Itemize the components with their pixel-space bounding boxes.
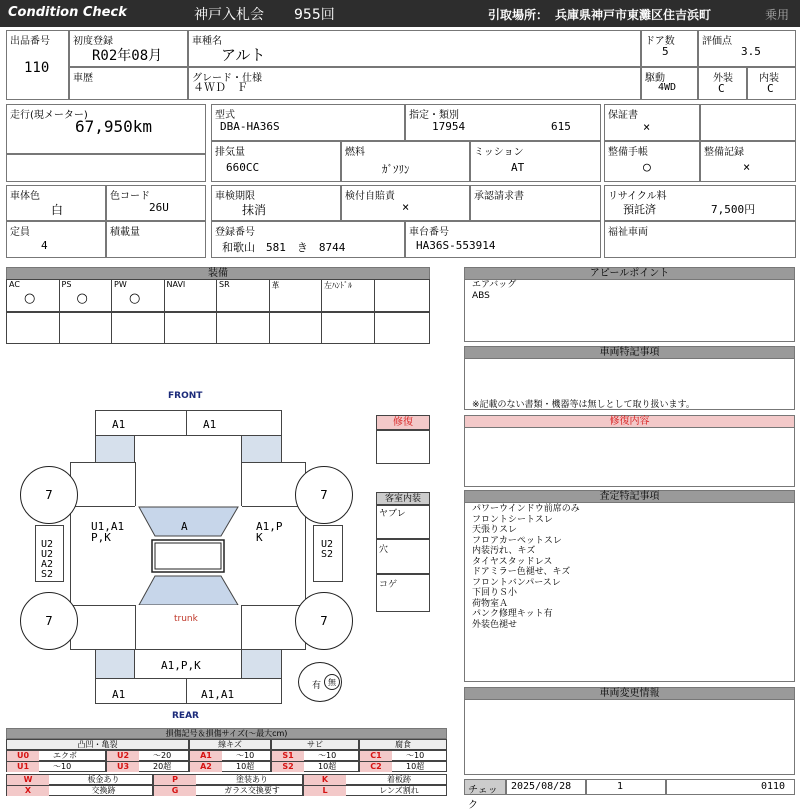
- model-value: DBA-HA36S: [220, 120, 280, 133]
- rear-light-left[interactable]: [95, 649, 135, 679]
- legend-cell: [303, 785, 447, 796]
- legend-code: G: [154, 786, 196, 796]
- tire-front-right[interactable]: [295, 466, 353, 524]
- score-cell: [698, 30, 796, 67]
- lot-value: 110: [24, 60, 50, 76]
- car-name-label: 車種名: [192, 36, 222, 47]
- cabin-item-1: [376, 505, 430, 539]
- mark-side-left: U2 U2 A2 S2: [41, 539, 54, 580]
- legend-cell: [359, 750, 447, 761]
- drive-label: 駆動: [645, 73, 665, 84]
- mark-rear-right: A1,A1: [201, 688, 235, 701]
- legend-text: ガラス交換要す: [224, 786, 280, 795]
- appeal-line-2: ABS: [472, 291, 490, 301]
- equipment-blank: [164, 312, 218, 344]
- legend-code: P: [154, 775, 196, 785]
- reg-no-value: 和歌山 581 き 8744: [222, 241, 346, 254]
- legend-cell: [6, 785, 153, 796]
- welfare-label: 福祉車両: [608, 227, 648, 238]
- equipment-label: NAVI: [166, 280, 186, 289]
- front-light-left[interactable]: [95, 435, 135, 463]
- equipment-mark: ○: [24, 291, 36, 306]
- legend-cell: [6, 761, 106, 772]
- lot-cell: [6, 30, 69, 100]
- legend-text: 着板跡: [387, 775, 411, 784]
- insurance-label: 検付自賠責: [345, 191, 395, 202]
- exterior-value: C: [718, 82, 725, 95]
- equipment-item-sr: [216, 279, 270, 312]
- displacement-cell: [211, 141, 341, 182]
- fuel-label: 燃料: [345, 147, 365, 158]
- legend-code: A1: [190, 751, 222, 761]
- legend-text: 〜10: [53, 762, 72, 771]
- designation-label: 指定・類別: [409, 110, 459, 121]
- side-panel-left[interactable]: [35, 525, 64, 582]
- equipment-label: 革: [271, 281, 280, 290]
- repair-detail-box: [464, 427, 795, 487]
- legend-text: 板金あり: [87, 775, 120, 784]
- trunk-area[interactable]: [135, 605, 242, 650]
- designation-cell: [405, 104, 601, 141]
- change-info-title: 車両変更情報: [464, 687, 795, 700]
- chassis-cell: [405, 221, 601, 258]
- mark-door-right: A1,P K: [256, 520, 283, 544]
- legend-title: 損傷記号＆損傷サイズ(〜最大cm): [6, 728, 447, 739]
- equipment-blank: [216, 312, 270, 344]
- vehicle-class: 乗用: [765, 8, 790, 22]
- maint-record-label: 整備記録: [704, 147, 744, 158]
- model-label: 型式: [215, 110, 235, 121]
- legend-code: C1: [360, 751, 392, 761]
- load-cell: [106, 221, 206, 258]
- side-panel-right[interactable]: [313, 525, 343, 582]
- legend-code: S2: [272, 762, 304, 772]
- mark-side-right: U2 S2: [321, 539, 334, 560]
- check-label: チェック: [468, 785, 498, 811]
- displacement-value: 660CC: [226, 161, 260, 174]
- special-notes-title: 車両特記事項: [464, 346, 795, 359]
- auction-name: 神戸入札会: [194, 7, 264, 23]
- cabin-item-2-label: 穴: [379, 545, 389, 555]
- fender-front-left[interactable]: [70, 462, 136, 507]
- welfare-cell: [604, 221, 796, 258]
- designation-value-2: 615: [551, 120, 571, 133]
- car-name-cell: [188, 30, 641, 67]
- inspect-note-line: 外装色褪せ: [472, 619, 518, 630]
- equipment-label: PS: [61, 280, 72, 289]
- color-code-cell: [106, 185, 206, 221]
- door-right[interactable]: [241, 506, 306, 606]
- front-label: FRONT: [168, 391, 203, 401]
- cabin-title: 客室内装: [376, 492, 430, 505]
- inspection-label: 車検期限: [215, 191, 255, 202]
- mileage-label: 走行(現メーター): [10, 110, 88, 121]
- front-bumper-right[interactable]: [186, 410, 282, 436]
- blank-cell-1: [700, 104, 796, 141]
- legend-code: S1: [272, 751, 304, 761]
- check-date-cell: [506, 779, 586, 795]
- repair-box: [376, 430, 430, 464]
- check-label-cell: [464, 779, 506, 811]
- legend-cell: [106, 750, 189, 761]
- pickup-label: 引取場所：: [488, 8, 549, 22]
- capacity-label: 定員: [10, 227, 30, 238]
- pickup-place: 兵庫県神戸市東灘区住吉浜町: [555, 8, 712, 22]
- recycle-cell: [604, 185, 796, 221]
- legend-code: U2: [107, 751, 139, 761]
- legend-text: 交換跡: [91, 786, 116, 795]
- special-notes-box: [464, 358, 795, 410]
- score-label: 評価点: [702, 36, 732, 47]
- legend-cell: [271, 761, 359, 772]
- header-title-en: Condition Check: [8, 5, 127, 20]
- inspect-note-line: 下回りＳ小: [472, 588, 518, 598]
- legend-text: エクボ: [53, 751, 77, 760]
- appeal-line-1: エアバッグ: [472, 280, 517, 290]
- first-reg-label: 初度登録: [73, 36, 113, 47]
- equipment-item-ps: [59, 279, 113, 312]
- legend-text: 〜10: [236, 751, 255, 760]
- legend-code: U3: [107, 762, 139, 772]
- front-bumper-left[interactable]: [95, 410, 187, 436]
- reg-no-label: 登録番号: [215, 227, 255, 238]
- tire-rear-right[interactable]: [295, 592, 353, 650]
- doors-label: ドア数: [645, 36, 675, 47]
- equipment-item-左ﾊﾝﾄﾞﾙ: [321, 279, 375, 312]
- inspect-note-line: パワーウインドウ前席のみ: [472, 504, 580, 514]
- roof-inner: [155, 543, 221, 569]
- fuel-cell: [341, 141, 470, 182]
- inspect-note-line: タイヤスタッドレス: [472, 556, 553, 567]
- equipment-label: PW: [114, 280, 127, 289]
- inspect-notes-box: [464, 502, 795, 682]
- inspection-value: 抹消: [242, 203, 267, 217]
- mark-roof: A: [181, 520, 188, 533]
- equipment-blank: [321, 312, 375, 344]
- cowl: [135, 462, 242, 507]
- reg-no-cell: [211, 221, 405, 258]
- grade-label: グレード・仕様: [192, 73, 262, 84]
- legend-cell: [106, 761, 189, 772]
- manual-cell: [604, 141, 700, 182]
- equipment-title: 装備: [6, 267, 430, 280]
- equipment-extra: [374, 279, 431, 312]
- rear-bumper-left[interactable]: [95, 678, 187, 704]
- inspect-note-line: 天張りスレ: [472, 525, 518, 535]
- rear-window[interactable]: [139, 576, 238, 605]
- inspect-note-line: フロントシートスレ: [472, 514, 553, 525]
- exterior-cell: [698, 67, 747, 100]
- equipment-label: AC: [9, 280, 20, 289]
- tire-fr-value: 7: [320, 488, 328, 502]
- recycle-label: リサイクル料: [608, 191, 667, 202]
- mission-label: ミッション: [474, 147, 524, 158]
- equipment-mark: ○: [129, 291, 141, 306]
- equipment-item-pw: [111, 279, 165, 312]
- warranty-value: ×: [643, 120, 651, 134]
- maint-record-value: ×: [743, 160, 751, 174]
- equipment-label: SR: [219, 280, 230, 289]
- fuel-value: ｶﾞｿﾘﾝ: [382, 163, 410, 176]
- inspect-note-line: 荷物室Ａ: [472, 598, 509, 609]
- mark-rear-gate: A1,P,K: [161, 659, 201, 672]
- cabin-item-2: [376, 539, 430, 574]
- auction-session: 955回: [294, 7, 335, 23]
- check-num: 1: [617, 781, 624, 792]
- interior-label: 内装: [759, 73, 779, 84]
- header-bar: [0, 0, 800, 27]
- rear-light-right[interactable]: [241, 649, 282, 679]
- legend-code: U1: [7, 762, 39, 772]
- rear-bumper-right[interactable]: [186, 678, 282, 704]
- interior-value: C: [767, 82, 774, 95]
- legend-code: L: [304, 786, 346, 796]
- exterior-label: 外装: [713, 73, 733, 84]
- legend-text: 〜10: [406, 751, 425, 760]
- cabin-item-3: [376, 574, 430, 612]
- legend-code: K: [304, 775, 346, 785]
- drive-value: 4WD: [658, 82, 677, 93]
- repair-detail-title: 修復内容: [464, 415, 795, 428]
- change-info-box: [464, 699, 795, 775]
- doors-cell: [641, 30, 698, 67]
- first-reg-value: R02年08月: [92, 48, 163, 64]
- grade-cell: [188, 67, 641, 100]
- cabin-item-1-label: ヤブレ: [379, 509, 406, 519]
- legend-code: A2: [190, 762, 222, 772]
- equipment-mark: ○: [76, 291, 88, 306]
- color-code-value: 26U: [149, 201, 169, 214]
- mark-front-right: A1: [203, 418, 217, 431]
- manual-value: ○: [643, 160, 651, 175]
- inspect-note-line: フロントバンパースレ: [472, 577, 561, 588]
- equipment-extra: [374, 312, 431, 344]
- score-value: 3.5: [741, 45, 761, 58]
- appeal-box: [464, 279, 795, 342]
- spare-label: 有: [312, 681, 322, 691]
- car-name-value: アルト: [221, 46, 266, 64]
- cabin-item-3-label: コゲ: [379, 580, 398, 590]
- first-reg-cell: [69, 30, 188, 67]
- model-cell: [211, 104, 405, 141]
- check-code: 0110: [761, 781, 786, 792]
- mileage-cell: [6, 104, 206, 154]
- check-num-cell: [586, 779, 666, 795]
- legend-cell: [189, 761, 271, 772]
- chassis-value: HA36S-553914: [416, 239, 496, 252]
- legend-group: サビ: [271, 739, 359, 750]
- repair-title: 修復: [376, 415, 430, 430]
- appeal-title: アピールポイント: [464, 267, 795, 280]
- mileage-value: 67,950km: [75, 117, 153, 136]
- body-color-cell: [6, 185, 106, 221]
- warranty-label: 保証書: [608, 110, 638, 121]
- inspect-notes-title: 査定特記事項: [464, 490, 795, 503]
- front-light-right[interactable]: [241, 435, 282, 463]
- insurance-value: ×: [402, 200, 410, 214]
- mission-value: AT: [511, 161, 525, 174]
- grade-value: ４ＷＤ Ｆ: [193, 81, 248, 94]
- mark-door-left: U1,A1 P,K: [91, 520, 125, 544]
- legend-cell: [189, 750, 271, 761]
- equipment-blank: [269, 312, 323, 344]
- inspect-note-line: ドアミラー色褪せ、キズ: [472, 567, 571, 577]
- insurance-cell: [341, 185, 470, 221]
- body-color-value: 白: [51, 203, 64, 217]
- legend-text: 〜10: [318, 751, 337, 760]
- legend-cell: [153, 785, 303, 796]
- special-notes-note: ※記載のない書類・機器等は無しとして取り扱います。: [472, 400, 695, 410]
- equipment-item-革: [269, 279, 323, 312]
- legend-code: U0: [7, 751, 39, 761]
- load-label: 積載量: [110, 227, 140, 238]
- inspect-note-line: パンク修理キット有: [472, 609, 553, 619]
- recycle-amount: 7,500円: [711, 203, 756, 216]
- spare-tire[interactable]: [298, 662, 342, 702]
- chassis-label: 車台番号: [409, 227, 449, 238]
- maint-record-cell: [700, 141, 796, 182]
- equipment-blank: [6, 312, 60, 344]
- check-date: 2025/08/28: [511, 781, 572, 792]
- legend-cell: [6, 750, 106, 761]
- mission-cell: [470, 141, 601, 182]
- tire-front-left[interactable]: [20, 466, 78, 524]
- capacity-cell: [6, 221, 106, 258]
- manual-label: 整備手帳: [608, 147, 648, 158]
- body-color-label: 車体色: [10, 191, 40, 202]
- windshield[interactable]: [139, 507, 238, 536]
- displacement-label: 排気量: [215, 147, 245, 158]
- legend-cell: [6, 774, 153, 785]
- fender-rear-left[interactable]: [70, 605, 136, 650]
- legend-text: 20超: [153, 762, 172, 771]
- legend-group: 線キズ: [189, 739, 271, 750]
- legend-code: X: [7, 786, 49, 796]
- hood[interactable]: [134, 435, 242, 463]
- equipment-blank: [111, 312, 165, 344]
- recycle-status: 預託済: [623, 203, 656, 216]
- tire-rl-value: 7: [45, 614, 53, 628]
- mileage-sub-cell: [6, 154, 206, 182]
- approval-label: 承認請求書: [474, 191, 524, 202]
- legend-group: 凸凹・亀裂: [6, 739, 189, 750]
- drive-cell: [641, 67, 698, 100]
- legend-group: 腐食: [359, 739, 447, 750]
- equipment-item-navi: [164, 279, 218, 312]
- inspect-note-line: フロアカーペットスレ: [472, 535, 562, 546]
- rear-label: REAR: [172, 711, 199, 721]
- doors-value: 5: [662, 45, 669, 58]
- warranty-cell: [604, 104, 700, 141]
- equipment-item-ac: [6, 279, 60, 312]
- capacity-value: 4: [41, 239, 48, 252]
- equipment-label: 左ﾊﾝﾄﾞﾙ: [324, 281, 352, 290]
- inspection-cell: [211, 185, 341, 221]
- legend-text: 塗装あり: [236, 775, 268, 784]
- legend-text: 10超: [406, 762, 425, 771]
- legend-cell: [303, 774, 447, 785]
- check-code-cell: [666, 779, 795, 795]
- color-code-label: 色コード: [110, 191, 150, 202]
- door-left[interactable]: [70, 506, 136, 606]
- trunk-label: trunk: [174, 614, 198, 624]
- tire-fl-value: 7: [45, 488, 53, 502]
- approval-cell: [470, 185, 601, 221]
- rear-gate[interactable]: [134, 649, 242, 679]
- legend-code: W: [7, 775, 49, 785]
- mark-front-left: A1: [112, 418, 126, 431]
- legend-text: 〜20: [153, 751, 172, 760]
- history-cell: [69, 67, 188, 100]
- legend-text: 10超: [236, 762, 255, 771]
- history-label: 車歴: [73, 73, 93, 84]
- tire-rr-value: 7: [320, 614, 328, 628]
- legend-text: 10超: [318, 762, 337, 771]
- lot-label: 出品番号: [10, 36, 50, 47]
- tire-rear-left[interactable]: [20, 592, 78, 650]
- equipment-blank: [59, 312, 113, 344]
- interior-cell: [747, 67, 796, 100]
- legend-code: C2: [360, 762, 392, 772]
- legend-cell: [153, 774, 303, 785]
- legend-text: レンズ割れ: [379, 786, 419, 795]
- legend-cell: [271, 750, 359, 761]
- windshield-svg: [135, 506, 242, 606]
- spare-icon: 無: [324, 674, 340, 690]
- legend-cell: [359, 761, 447, 772]
- mark-rear-left: A1: [112, 688, 126, 701]
- designation-value-1: 17954: [432, 120, 466, 133]
- inspect-note-line: 内装汚れ、キズ: [472, 546, 536, 556]
